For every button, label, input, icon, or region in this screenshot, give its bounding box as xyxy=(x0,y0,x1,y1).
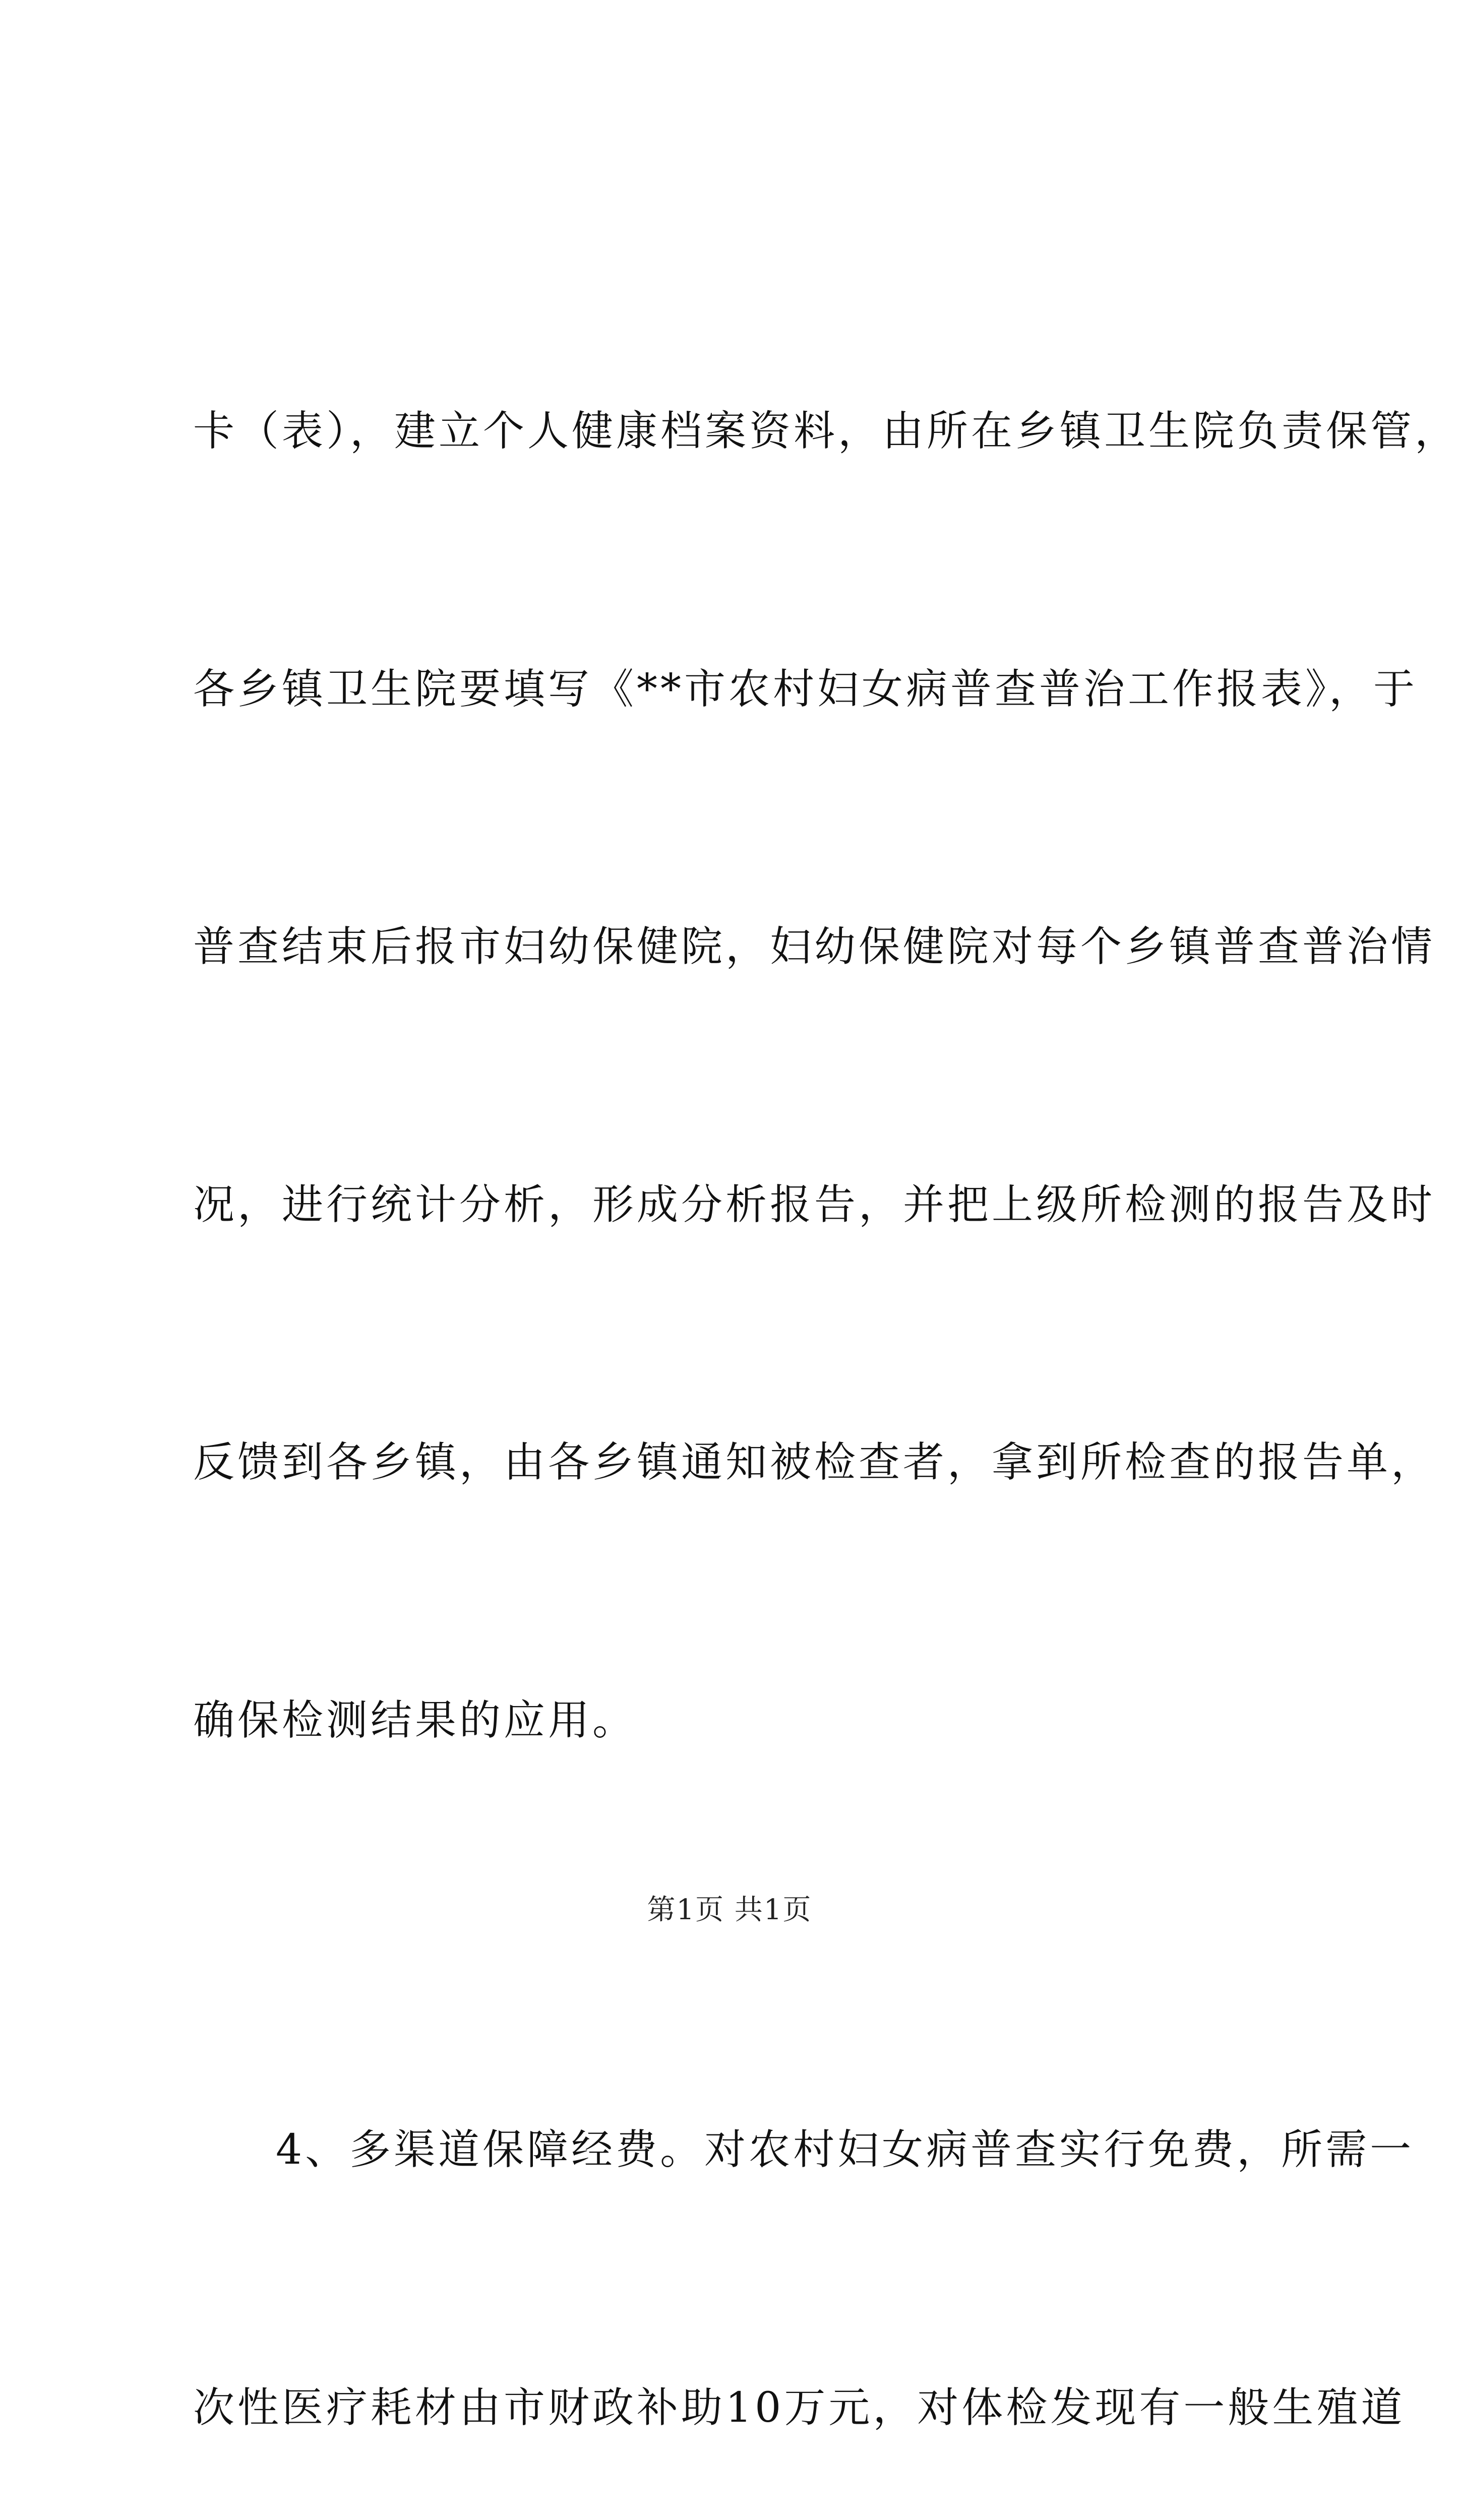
paragraph-line: 4、多渠道保障经费。对农村妇女病普查实行免费，所需一 xyxy=(276,2126,1415,2174)
paragraph-line: 次性医疗耗材由市财政补助10万元，对体检发现有一般生殖道 xyxy=(193,2383,1406,2432)
paragraph-line: 普查结束后报市妇幼保健院，妇幼保健院对每个乡镇普查普治情 xyxy=(193,923,1436,971)
paragraph-1 xyxy=(193,217,1459,1935)
paragraph-line: 确保检测结果的应用。 xyxy=(193,1696,637,1744)
paragraph-line: 卡（表），建立个人健康档案资料，由所在乡镇卫生院负责保管， xyxy=(193,407,1459,455)
paragraph-line: 各乡镇卫生院要填写《**市农村妇女病普查普治工作报表》，于 xyxy=(193,665,1418,713)
paragraph-line: 反馈到各乡镇，由各乡镇通知被检查者，拿到所检查的报告单， xyxy=(193,1438,1436,1486)
paragraph-line: 况，进行统计分析，形成分析报告，并把上级所检测的报告及时 xyxy=(193,1180,1436,1229)
paragraph-2 xyxy=(193,1935,1415,2520)
document-body xyxy=(193,217,1459,2520)
page-number-footer: 第1页 共1页 xyxy=(647,1894,812,1926)
